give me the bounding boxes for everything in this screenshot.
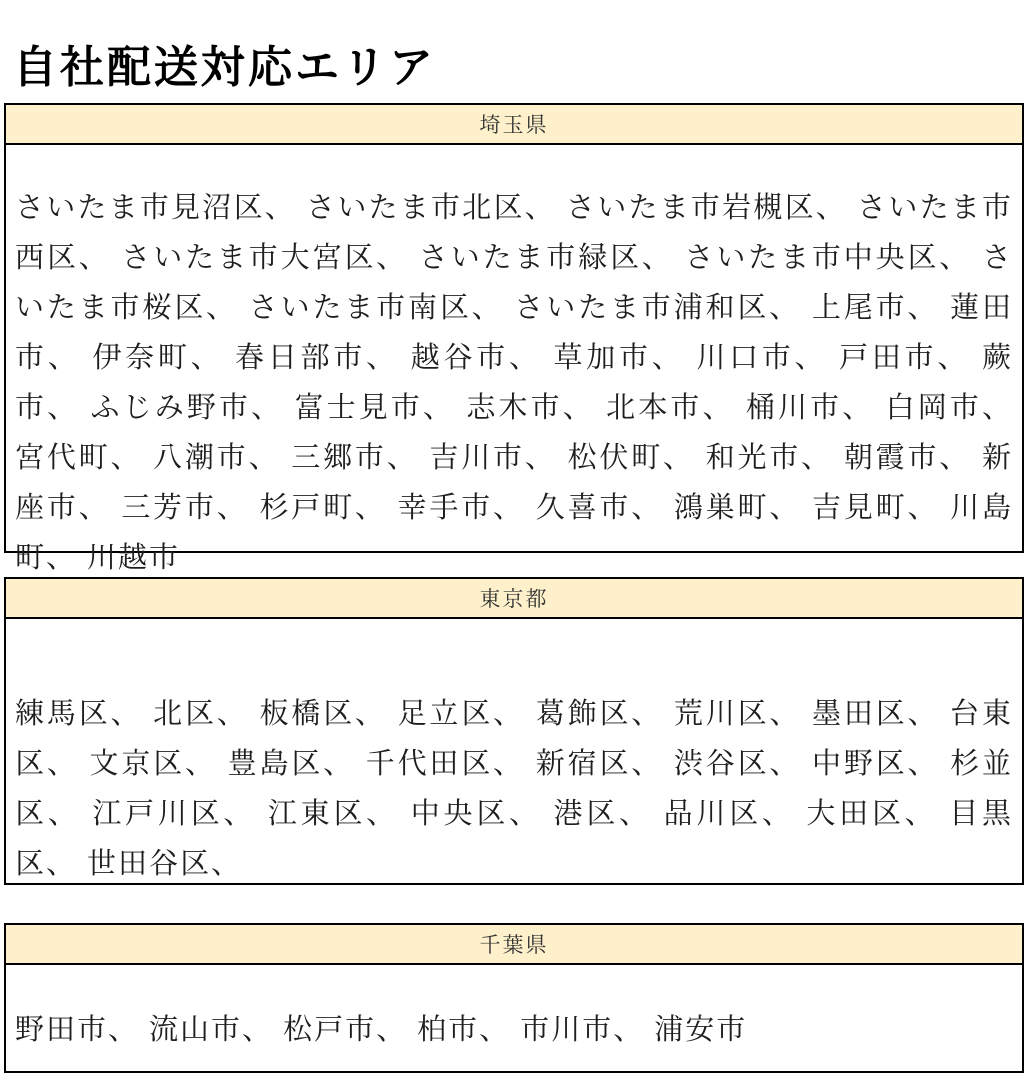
section-saitama — [4, 103, 1024, 574]
section-saitama-area-list: さいたま市見沼区、 さいたま市北区、 さいたま市岩槻区、 さいたま市西区、 さいたま市大宮区、 さいたま市緑区、 さいたま市中央区、 さいたま市桜区、 さいたま市南区、 さいたま市浦和区、 上尾市、 蓮田市、 伊奈町、 春日部市、 越谷市、 草加市、 川口市、 戸田市、 蕨市、 ふじみ野市、 富士見市、 志木市、 北本市、 桶川市、 白岡市、 宮代町、 八潮市、 三郷市、 吉川市、 松伏町、 和光市、 朝霞市、 新座市、 三芳市、 杉戸町、 幸手市、 久喜市、 鴻巣町、 吉見町、 川島町、 川越市 — [15, 192, 1013, 574]
section-tokyo-header: 東京都 — [6, 579, 1022, 619]
section-saitama-header: 埼玉県 — [6, 105, 1022, 145]
section-tokyo — [4, 577, 1024, 885]
section-tokyo-area-list: 練馬区、 北区、 板橋区、 足立区、 葛飾区、 荒川区、 墨田区、 台東区、 文京区、 豊島区、 千代田区、 新宿区、 渋谷区、 中野区、 杉並区、 江戸川区、 江東区、 中央区、 港区、 品川区、 大田区、 目黒区、 世田谷区、 — [15, 698, 1013, 880]
section-chiba — [4, 923, 1024, 1073]
section-chiba-header: 千葉県 — [6, 925, 1022, 965]
section-chiba-area-list: 野田市、 流山市、 松戸市、 柏市、 市川市、 浦安市 — [15, 1014, 748, 1046]
page-title: 自社配送対応エリア — [13, 43, 436, 93]
